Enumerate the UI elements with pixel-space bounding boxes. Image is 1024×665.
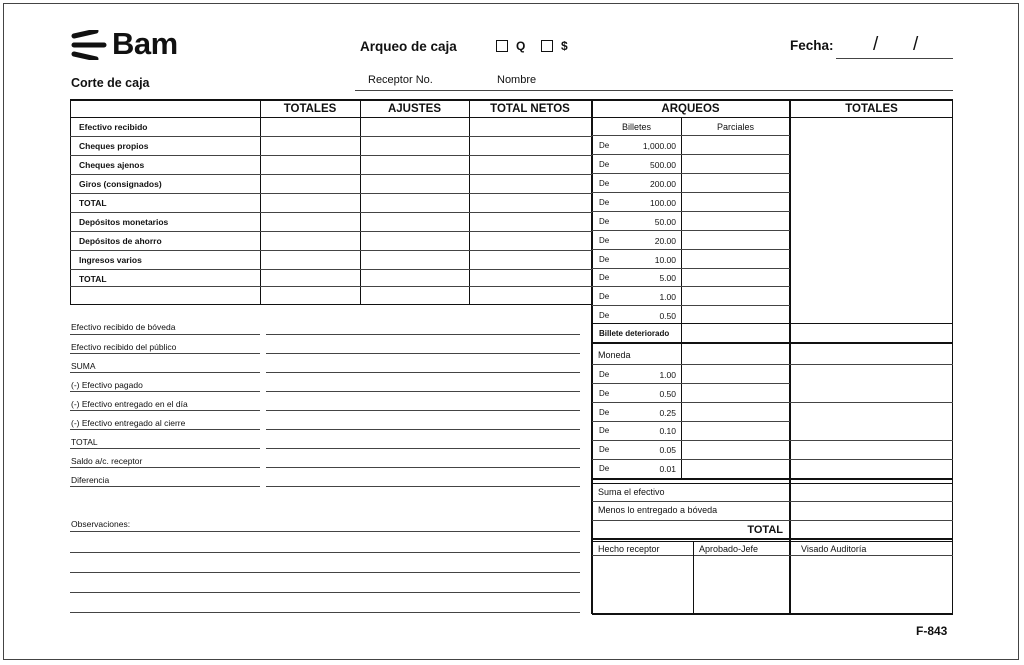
billete-row-divider: [592, 249, 790, 250]
col-divider-totales: [789, 99, 791, 614]
bam-logo: [70, 26, 178, 65]
currency-q-checkbox[interactable]: [496, 40, 508, 52]
lower-line-rule: [70, 372, 260, 373]
lower-line-rule: [70, 486, 260, 487]
billete-row-divider: [592, 286, 790, 287]
lower-line-rule: [70, 353, 260, 354]
billete-prefix: De: [599, 311, 610, 320]
billete-row-divider: [592, 192, 790, 193]
moneda-row-divider: [592, 383, 790, 384]
lower-line-rule: [70, 410, 260, 411]
col-header-totales-right: TOTALES: [845, 103, 898, 115]
lower-line-label: Efectivo recibido del público: [71, 342, 177, 352]
lower-line-input[interactable]: [266, 467, 580, 468]
nombre-label: Nombre: [497, 74, 537, 86]
billete-row-divider: [592, 211, 790, 212]
summary-bottom: [592, 538, 953, 540]
billete-row-divider: [592, 305, 790, 306]
billete-value: 0.50: [659, 311, 676, 321]
moneda-prefix: De: [599, 389, 610, 398]
observaciones-line[interactable]: [70, 531, 580, 532]
lower-line-label: Diferencia: [71, 475, 110, 485]
moneda-prefix: De: [599, 445, 610, 454]
table-top-border: [70, 99, 953, 101]
moneda-prefix: De: [599, 464, 610, 473]
summary-top: [592, 483, 953, 484]
billete-value: 5.00: [659, 273, 676, 283]
billete-value: 100.00: [650, 198, 676, 208]
row-label: TOTAL: [79, 198, 107, 208]
lower-line-label: Efectivo recibido de bóveda: [71, 322, 176, 332]
col-header-arqueos: ARQUEOS: [661, 103, 720, 115]
billete-prefix: De: [599, 141, 610, 150]
billete-row-divider: [592, 154, 790, 155]
lower-line-label: (-) Efectivo entregado al cierre: [71, 418, 186, 428]
col-divider-2: [360, 99, 361, 305]
hecho-receptor-label: Hecho receptor: [598, 544, 660, 554]
fecha-input-line[interactable]: [836, 58, 953, 59]
billete-row-divider: [592, 173, 790, 174]
row-label: TOTAL: [79, 274, 107, 284]
billete-value: 200.00: [650, 179, 676, 189]
row-divider: [70, 193, 592, 194]
observaciones-label: Observaciones:: [71, 519, 131, 529]
billete-prefix: De: [599, 179, 610, 188]
billetes-header: Billetes: [621, 122, 651, 132]
row-label: Giros (consignados): [79, 179, 162, 189]
visado-auditoria-label: Visado Auditoría: [801, 544, 867, 554]
moneda-row-divider: [592, 459, 953, 460]
lower-line-input[interactable]: [266, 448, 580, 449]
moneda-row-divider: [592, 421, 790, 422]
row-divider: [70, 231, 592, 232]
billete-value: 1,000.00: [642, 141, 676, 151]
billete-prefix: De: [599, 198, 610, 207]
row-divider: [70, 155, 592, 156]
parciales-header: Parciales: [716, 122, 754, 132]
lower-line-rule: [70, 467, 260, 468]
signatures-bottom: [592, 613, 953, 615]
moneda-value: 1.00: [659, 370, 676, 380]
fecha-separator-1: /: [873, 34, 879, 55]
observaciones-line[interactable]: [70, 592, 580, 593]
bam-logo-icon: [70, 30, 110, 60]
row-divider: [70, 286, 592, 287]
billete-deteriorado-top: [592, 323, 953, 324]
lower-line-input[interactable]: [266, 429, 580, 430]
billete-prefix: De: [599, 273, 610, 282]
lower-line-rule: [70, 391, 260, 392]
row-divider: [70, 212, 592, 213]
form-title: Arqueo de caja: [360, 39, 457, 54]
signatures-top: [592, 541, 953, 542]
row-divider: [70, 174, 592, 175]
billete-row-divider: [592, 268, 790, 269]
col-divider-3: [469, 99, 470, 305]
corte-de-caja-label: Corte de caja: [71, 76, 150, 90]
lower-line-input[interactable]: [266, 334, 580, 335]
moneda-header: Moneda: [598, 350, 631, 360]
billete-deteriorado-label: Billete deteriorado: [599, 329, 670, 338]
currency-q-label: Q: [516, 39, 526, 53]
table-right-border: [952, 99, 953, 614]
billete-prefix: De: [599, 255, 610, 264]
billete-prefix: De: [599, 292, 610, 301]
row-divider: [70, 250, 592, 251]
receptor-label: Receptor No.: [368, 74, 433, 86]
menos-boveda-label: Menos lo entregado a bóveda: [598, 505, 718, 515]
lower-line-input[interactable]: [266, 410, 580, 411]
billete-value: 500.00: [650, 160, 676, 170]
moneda-value: 0.25: [659, 408, 676, 418]
table-left-border: [70, 99, 71, 305]
lower-line-rule: [70, 334, 260, 335]
lower-line-input[interactable]: [266, 353, 580, 354]
lower-line-label: Saldo a/c. receptor: [71, 456, 143, 466]
monedas-section-bottom: [592, 478, 953, 480]
lower-line-input[interactable]: [266, 486, 580, 487]
row-label: Cheques propios: [79, 141, 149, 151]
lower-line-rule: [70, 429, 260, 430]
billete-value: 1.00: [659, 292, 676, 302]
lower-line-input[interactable]: [266, 372, 580, 373]
col-header-ajustes: AJUSTES: [387, 103, 442, 115]
lower-line-label: (-) Efectivo pagado: [71, 380, 143, 390]
moneda-value: 0.01: [659, 464, 676, 474]
billetes-section-bottom: [592, 342, 953, 344]
currency-usd-checkbox[interactable]: [541, 40, 553, 52]
form-code: F-843: [916, 624, 948, 638]
lower-line-rule: [70, 448, 260, 449]
row-divider: [70, 136, 592, 137]
row-label: Ingresos varios: [79, 255, 142, 265]
receptor-input-line[interactable]: [355, 90, 953, 91]
moneda-value: 0.05: [659, 445, 676, 455]
lower-line-label: SUMA: [71, 361, 96, 371]
row-label: Depósitos monetarios: [79, 217, 169, 227]
suma-efectivo-label: Suma el efectivo: [598, 487, 665, 497]
col-header-totales: TOTALES: [283, 103, 337, 115]
moneda-value: 0.10: [659, 426, 676, 436]
row-label: Efectivo recibido: [79, 122, 148, 132]
billete-value: 10.00: [654, 255, 676, 265]
moneda-row-divider: [592, 440, 953, 441]
moneda-value: 0.50: [659, 389, 676, 399]
signature-divider: [693, 541, 694, 614]
billete-prefix: De: [599, 217, 610, 226]
currency-usd-label: $: [561, 39, 568, 53]
col-header-total-netos: TOTAL NETOS: [490, 103, 570, 115]
billete-value: 20.00: [654, 236, 676, 246]
billetes-header-divider: [592, 135, 790, 136]
col-divider-1: [260, 99, 261, 305]
billete-row-divider: [592, 230, 790, 231]
observaciones-line[interactable]: [70, 552, 580, 553]
col-divider-arqueos: [591, 99, 593, 614]
fecha-separator-2: /: [913, 34, 919, 55]
row-label: Depósitos de ahorro: [79, 236, 162, 246]
fecha-label: Fecha:: [790, 38, 834, 53]
row-divider: [70, 269, 592, 270]
brand-name: Bam: [112, 26, 178, 61]
table-header-border: [70, 117, 953, 118]
moneda-prefix: De: [599, 370, 610, 379]
observaciones-line[interactable]: [70, 612, 580, 613]
lower-line-label: (-) Efectivo entregado en el día: [71, 399, 188, 409]
summary-total-label: TOTAL: [747, 524, 783, 536]
moneda-row-divider: [592, 364, 953, 365]
moneda-row-divider: [592, 402, 953, 403]
table-left-bottom-border: [70, 304, 592, 305]
billete-prefix: De: [599, 236, 610, 245]
summary-divider: [592, 520, 953, 521]
summary-divider: [592, 501, 953, 502]
moneda-prefix: De: [599, 408, 610, 417]
billete-value: 50.00: [654, 217, 676, 227]
observaciones-line[interactable]: [70, 572, 580, 573]
lower-line-input[interactable]: [266, 391, 580, 392]
moneda-prefix: De: [599, 426, 610, 435]
billete-prefix: De: [599, 160, 610, 169]
row-label: Cheques ajenos: [79, 160, 145, 170]
aprobado-jefe-label: Aprobado-Jefe: [699, 544, 759, 554]
lower-line-label: TOTAL: [71, 437, 98, 447]
signatures-header-divider: [592, 555, 953, 556]
